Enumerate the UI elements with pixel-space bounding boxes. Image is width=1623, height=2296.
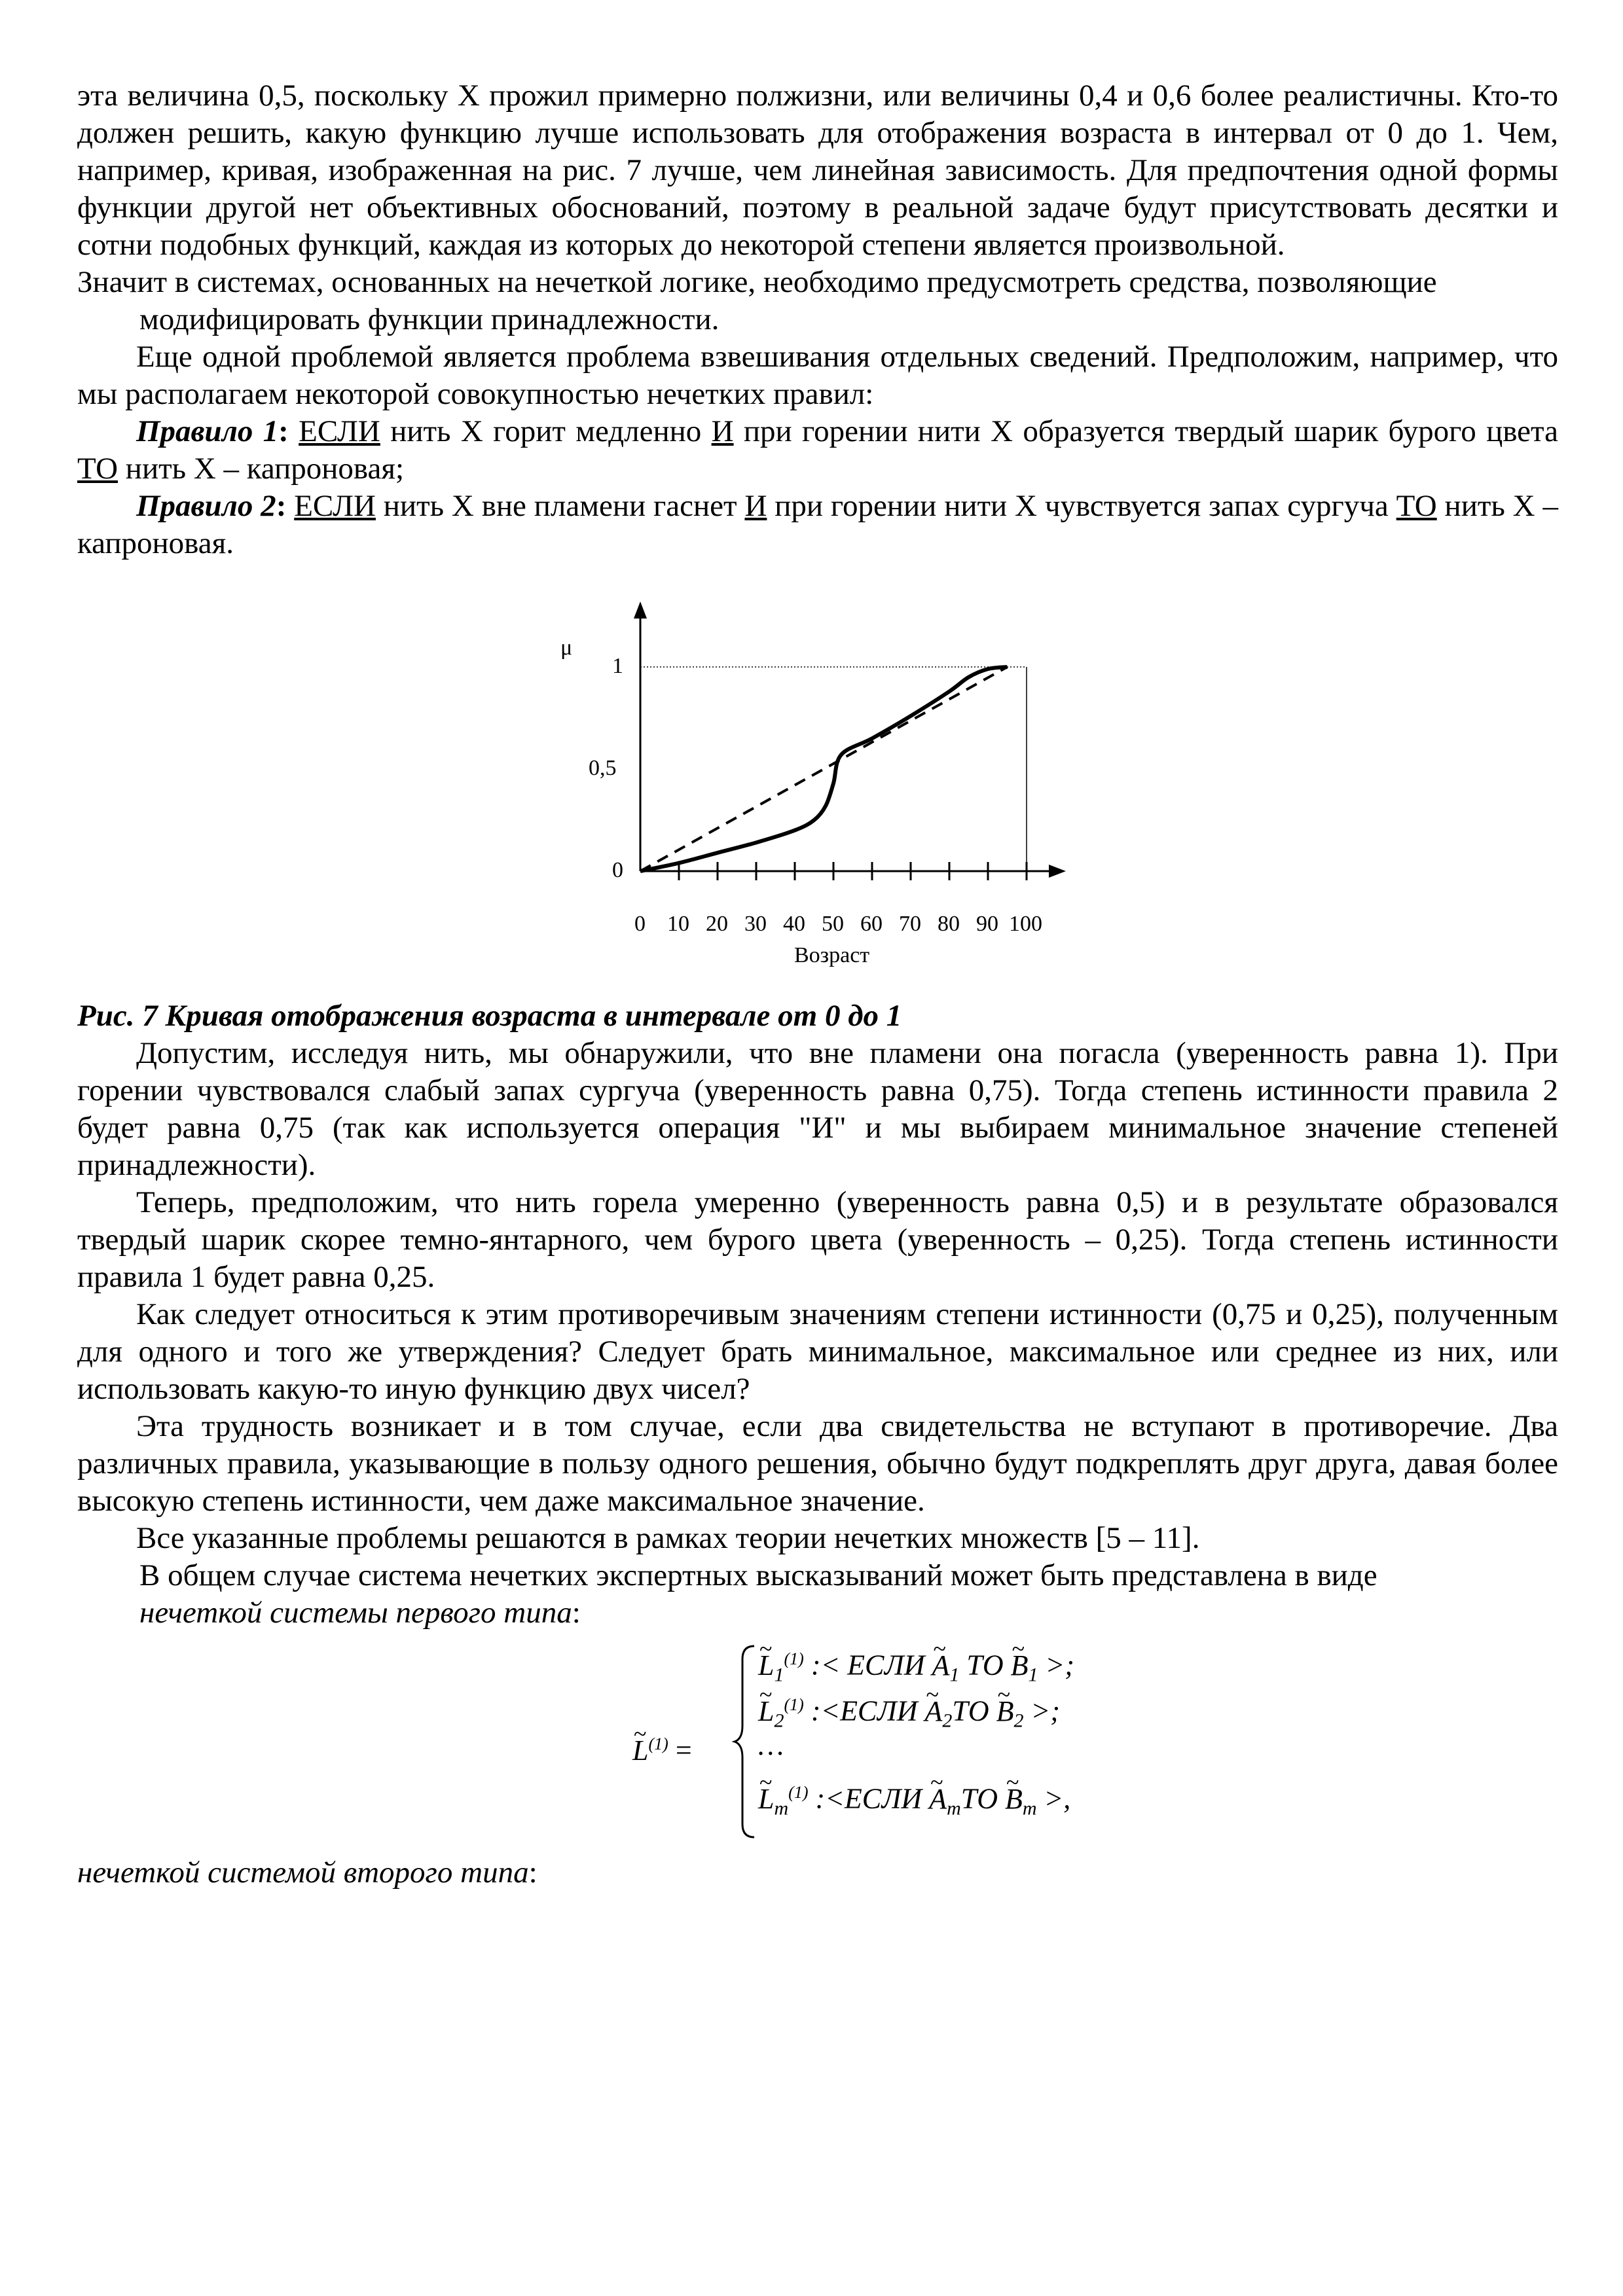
- rule-1-colon: :: [278, 414, 299, 448]
- x-tick-label: 50: [822, 912, 844, 936]
- figure-caption: Рис. 7 Кривая отображения возраста в интервале от 0 до 1: [77, 999, 902, 1033]
- x-tick-label: 90: [976, 912, 998, 936]
- rule-2-text-2: при горении нити X чувствуется запах сургуча: [767, 489, 1396, 523]
- row-4-if: :<ЕСЛИ: [808, 1782, 930, 1815]
- formula-brace: [732, 1643, 758, 1840]
- row-4-B-sub: m: [1022, 1797, 1037, 1820]
- row-4-to: ТО: [960, 1782, 1005, 1815]
- rule-1-then: ТО: [77, 452, 119, 486]
- rule-1-label: Правило 1: [136, 414, 279, 448]
- paragraph-9-end: :: [572, 1596, 581, 1630]
- row-4-L-sup: (1): [788, 1783, 809, 1802]
- page: [77, 77, 1558, 1892]
- x-tick-label: 30: [744, 912, 767, 936]
- formula-lhs-symbol: ~ L: [632, 1735, 648, 1767]
- row-2-L: ~ L: [758, 1696, 774, 1727]
- paragraph-9-italic: нечеткой системы первого типа: [139, 1596, 572, 1630]
- rule-1-text-3: нить X – капроновая;: [118, 452, 405, 486]
- row-1-L: ~ L: [758, 1650, 774, 1681]
- row-2-A: ~ A: [925, 1696, 943, 1727]
- figure-7: [77, 562, 1558, 997]
- paragraph-4: Допустим, исследуя нить, мы обнаружили, что вне пламени она погасла (уверенность равна 1). При горении чувствовался слабый запах сургуча (уверенность равна 0,75). Тогда степень истинности правила 2 будет равна 0,75 (так как используется операция "И" и мы выбираем минимальное значение степеней принадлежности).: [77, 1036, 1558, 1182]
- age-curve-chart: [77, 562, 1558, 997]
- x-tick-label: 80: [938, 912, 960, 936]
- row-4-end: >,: [1036, 1782, 1071, 1815]
- row-4-A-sub: m: [947, 1797, 961, 1820]
- paragraph-10: [77, 1854, 1558, 1892]
- y-tick-label: 1: [612, 654, 623, 678]
- row-1-A-sub: 1: [949, 1664, 960, 1686]
- paragraph-10-end: :: [528, 1856, 538, 1890]
- formula-lhs: [632, 1729, 692, 1767]
- formula-row-1: [758, 1643, 1074, 1691]
- row-2-B: ~ B: [996, 1696, 1014, 1727]
- row-1-L-sub: 1: [774, 1664, 784, 1686]
- row-1-B: ~ B: [1011, 1650, 1029, 1681]
- y-axis-label: μ: [560, 636, 573, 660]
- row-1-L-sup: (1): [784, 1649, 804, 1668]
- paragraph-3: Еще одной проблемой является проблема взвешивания отдельных сведений. Предположим, например, что мы располагаем некоторой совокупностью нечетких правил:: [77, 340, 1558, 411]
- rule-2: [77, 488, 1558, 562]
- rule-2-and: И: [744, 489, 767, 523]
- x-axis-arrow: [1049, 865, 1066, 878]
- rule-1-and: И: [711, 414, 734, 448]
- paragraph-8: Все указанные проблемы решаются в рамках теории нечетких множеств [5 – 11].: [136, 1521, 1200, 1555]
- formula-lhs-sup: (1): [648, 1734, 668, 1753]
- row-1-end: >;: [1038, 1649, 1074, 1681]
- paragraph-5: Теперь, предположим, что нить горела умеренно (уверенность равна 0,5) и в результате образовался твердый шарик скорее темно-янтарного, чем бурого цвета (уверенность – 0,25). Тогда степень истинности правила 1 будет равна 0,25.: [77, 1185, 1558, 1294]
- y-tick-label: 0: [612, 858, 623, 882]
- y-axis-arrow: [634, 601, 647, 619]
- x-tick-label: 20: [706, 912, 728, 936]
- paragraph-1: эта величина 0,5, поскольку X прожил примерно полжизни, или величины 0,4 и 0,6 более реалистичны. Кто-то должен решить, какую функцию лучше использовать для отображения возраста в интервал от 0 до 1. Чем, например, кривая, изображенная на рис. 7 лучше, чем линейная зависимость. Для предпочтения одной формы функции другой нет объективных обоснований, поэтому в реальной задаче будут присутствовать десятки и сотни подобных функций, каждая из которых до некоторой степени является произвольной.: [77, 79, 1558, 262]
- rule-1: [77, 413, 1558, 488]
- row-2-L-sub: 2: [774, 1710, 784, 1732]
- formula-row-3: …: [758, 1729, 784, 1761]
- x-tick-label: 10: [667, 912, 689, 936]
- row-4-L: ~ L: [758, 1784, 774, 1815]
- row-1-to: ТО: [959, 1649, 1011, 1681]
- row-2-if: :<ЕСЛИ: [803, 1695, 925, 1727]
- rule-2-text-3: нить X – капроновая.: [77, 489, 1558, 560]
- row-2-end: >;: [1023, 1695, 1060, 1727]
- paragraph-7: Эта трудность возникает и в том случае, если два свидетельства не вступают в противоречие. Два различных правила, указывающие в пользу одного решения, обычно будут подкреплять друг друга, давая более высокую степень истинности, чем даже максимальное значение.: [77, 1409, 1558, 1518]
- paragraph-10-text: нечеткой системой второго типа: [77, 1856, 529, 1890]
- formula-row-4: [758, 1777, 1070, 1824]
- rule-2-if: ЕСЛИ: [294, 489, 376, 523]
- row-1-if: :< ЕСЛИ: [803, 1649, 932, 1681]
- row-1-A: ~ A: [932, 1650, 950, 1681]
- rule-2-colon: :: [276, 489, 295, 523]
- row-4-L-sub: m: [774, 1797, 789, 1820]
- paragraph-6: Как следует относиться к этим противоречивым значениям степени истинности (0,75 и 0,25), полученным для одного и того же утверждения? Следует брать минимальное, максимальное или среднее из них, или использовать какую-то иную функцию двух чисел?: [77, 1297, 1558, 1406]
- formula-row-2: [758, 1689, 1060, 1736]
- row-4-A: ~ A: [929, 1784, 947, 1815]
- x-tick-label: 0: [634, 912, 646, 936]
- x-tick-label: 60: [860, 912, 883, 936]
- rule-1-text-1: нить X горит медленно: [380, 414, 712, 448]
- rule-1-if: ЕСЛИ: [299, 414, 380, 448]
- row-2-A-sub: 2: [942, 1710, 953, 1732]
- row-1-B-sub: 1: [1028, 1664, 1038, 1686]
- rule-2-then: ТО: [1396, 489, 1437, 523]
- rule-2-label: Правило 2: [136, 489, 276, 523]
- rule-1-text-2: при горении нити X образуется твердый шарик бурого цвета: [733, 414, 1558, 448]
- x-tick-label: 70: [899, 912, 921, 936]
- formula-eq: =: [675, 1734, 692, 1767]
- paragraph-9-text: В общем случае система нечетких экспертных высказываний может быть представлена в виде: [139, 1558, 1377, 1592]
- series-line-linear: [640, 667, 1008, 871]
- row-2-to: ТО: [952, 1695, 996, 1727]
- row-2-L-sup: (1): [784, 1695, 804, 1714]
- paragraph-9: [77, 1557, 1558, 1632]
- row-2-B-sub: 2: [1013, 1710, 1024, 1732]
- fuzzy-system-formula: [77, 1632, 1558, 1854]
- row-4-B: ~ B: [1005, 1784, 1023, 1815]
- rule-2-text-1: нить X вне пламени гаснет: [375, 489, 745, 523]
- y-tick-label: 0,5: [589, 756, 617, 780]
- x-axis-label: Возраст: [794, 943, 870, 967]
- x-tick-label: 100: [1009, 912, 1042, 936]
- x-tick-label: 40: [783, 912, 805, 936]
- paragraph-2: Значит в системах, основанных на нечеткой логике, необходимо предусмотреть средства, позволяющие модифицировать функции принадлежности.: [77, 265, 1437, 336]
